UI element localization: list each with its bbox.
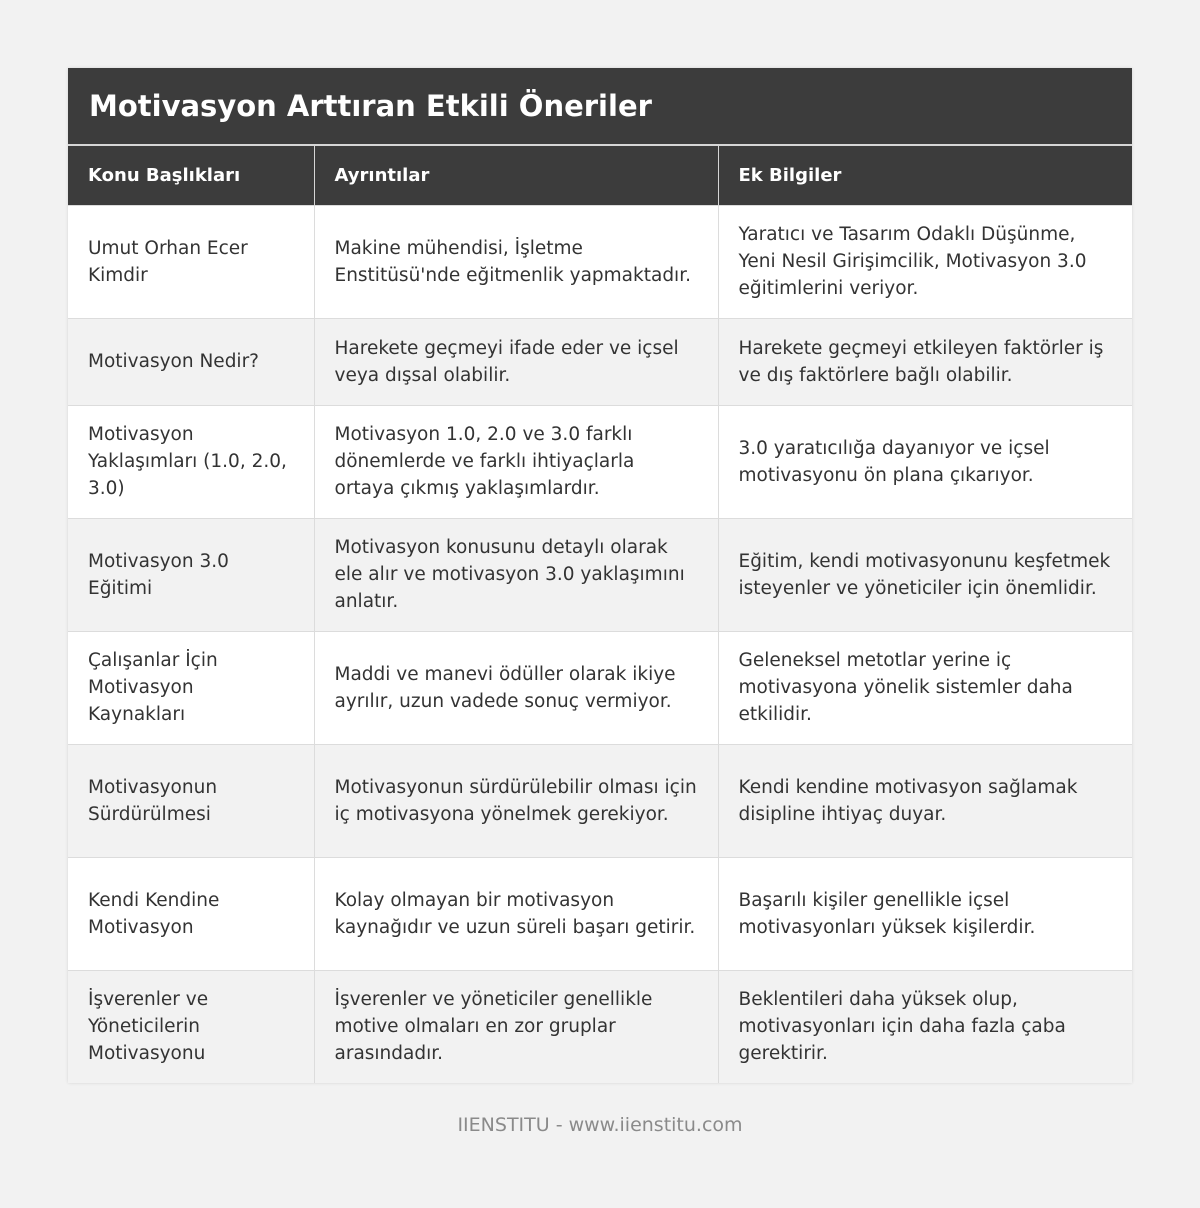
- cell-details: Motivasyonun sürdürülebilir olması için iç motivasyona yönelmek gerekiyor.: [314, 744, 718, 857]
- cell-details: İşverenler ve yöneticiler genellikle motive olmaları en zor gruplar arasındadır.: [314, 970, 718, 1083]
- cell-topic: Çalışanlar İçin Motivasyon Kaynakları: [68, 631, 314, 744]
- recommendations-card: [68, 68, 1132, 1083]
- cell-topic: Umut Orhan Ecer Kimdir: [68, 205, 314, 318]
- cell-extra-info: Kendi kendine motivasyon sağlamak disipline ihtiyaç duyar.: [718, 744, 1132, 857]
- cell-topic: Motivasyon Yaklaşımları (1.0, 2.0, 3.0): [68, 405, 314, 518]
- cell-topic: Motivasyon 3.0 Eğitimi: [68, 518, 314, 631]
- cell-extra-info: Eğitim, kendi motivasyonunu keşfetmek isteyenler ve yöneticiler için önemlidir.: [718, 518, 1132, 631]
- column-header-topic: Konu Başlıkları: [68, 145, 314, 205]
- table-row: [68, 318, 1132, 405]
- recommendations-table: [68, 144, 1132, 1083]
- cell-details: Kolay olmayan bir motivasyon kaynağıdır ve uzun süreli başarı getirir.: [314, 857, 718, 970]
- cell-extra-info: Harekete geçmeyi etkileyen faktörler iş ve dış faktörlere bağlı olabilir.: [718, 318, 1132, 405]
- column-header-details: Ayrıntılar: [314, 145, 718, 205]
- header-row: [68, 145, 1132, 205]
- column-header-extra-info: Ek Bilgiler: [718, 145, 1132, 205]
- cell-details: Makine mühendisi, İşletme Enstitüsü'nde eğitmenlik yapmaktadır.: [314, 205, 718, 318]
- cell-extra-info: Geleneksel metotlar yerine iç motivasyona yönelik sistemler daha etkilidir.: [718, 631, 1132, 744]
- cell-details: Maddi ve manevi ödüller olarak ikiye ayrılır, uzun vadede sonuç vermiyor.: [314, 631, 718, 744]
- cell-details: Motivasyon 1.0, 2.0 ve 3.0 farklı dönemlerde ve farklı ihtiyaçlarla ortaya çıkmış yaklaşımlardır.: [314, 405, 718, 518]
- table-row: [68, 970, 1132, 1083]
- cell-topic: İşverenler ve Yöneticilerin Motivasyonu: [68, 970, 314, 1083]
- cell-extra-info: Yaratıcı ve Tasarım Odaklı Düşünme, Yeni Nesil Girişimcilik, Motivasyon 3.0 eğitimlerini veriyor.: [718, 205, 1132, 318]
- title-bar: [68, 68, 1132, 144]
- table-row: [68, 405, 1132, 518]
- table-row: [68, 744, 1132, 857]
- cell-details: Harekete geçmeyi ifade eder ve içsel veya dışsal olabilir.: [314, 318, 718, 405]
- cell-details: Motivasyon konusunu detaylı olarak ele alır ve motivasyon 3.0 yaklaşımını anlatır.: [314, 518, 718, 631]
- table-row: [68, 631, 1132, 744]
- cell-topic: Motivasyonun Sürdürülmesi: [68, 744, 314, 857]
- cell-extra-info: Beklentileri daha yüksek olup, motivasyonları için daha fazla çaba gerektirir.: [718, 970, 1132, 1083]
- cell-extra-info: Başarılı kişiler genellikle içsel motivasyonları yüksek kişilerdir.: [718, 857, 1132, 970]
- table-row: [68, 857, 1132, 970]
- cell-topic: Motivasyon Nedir?: [68, 318, 314, 405]
- table-row: [68, 518, 1132, 631]
- footer-credit: IIENSTITU - www.iienstitu.com: [457, 1114, 743, 1136]
- table-row: [68, 205, 1132, 318]
- table-title: Motivasyon Arttıran Etkili Öneriler: [89, 89, 652, 123]
- cell-extra-info: 3.0 yaratıcılığa dayanıyor ve içsel motivasyonu ön plana çıkarıyor.: [718, 405, 1132, 518]
- cell-topic: Kendi Kendine Motivasyon: [68, 857, 314, 970]
